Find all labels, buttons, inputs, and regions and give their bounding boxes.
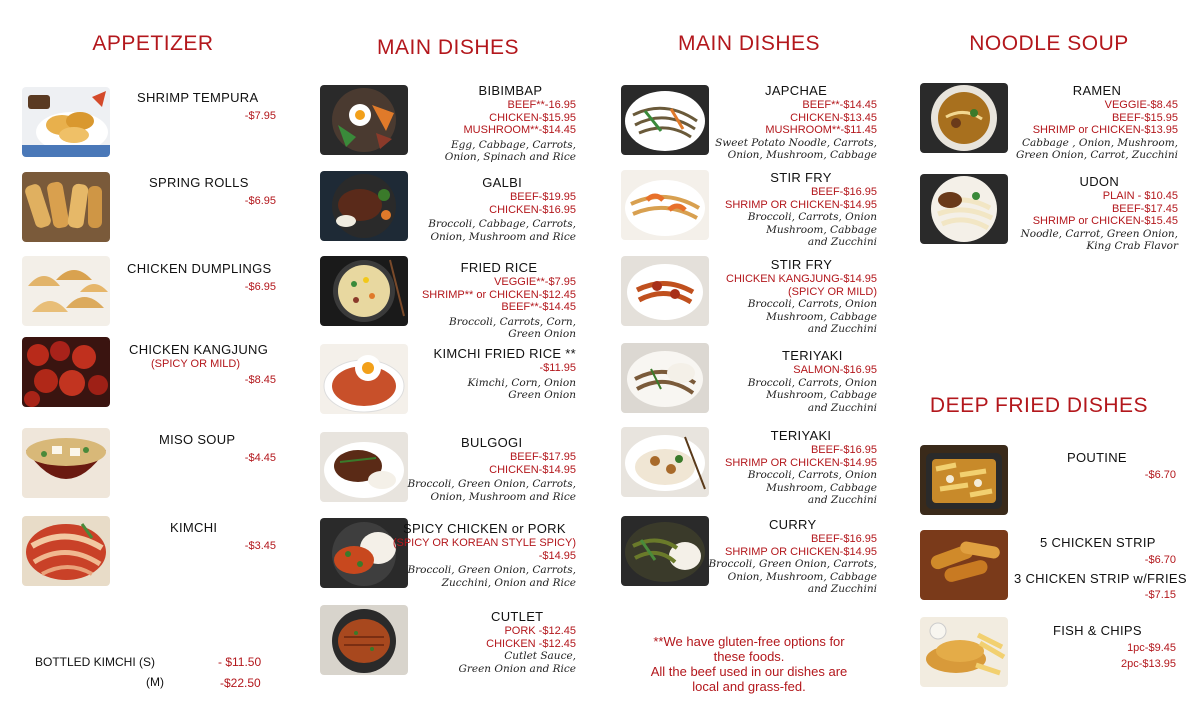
- item-description: and Zucchini: [807, 236, 877, 249]
- fish-and-chips-photo: [920, 617, 1008, 687]
- item-price: VEGGIE-$8.45: [1104, 99, 1178, 112]
- item-price: -$8.45: [244, 374, 276, 386]
- main-dishes-column-2: [621, 0, 877, 728]
- item-description: Onion, Spinach and Rice: [444, 151, 576, 164]
- item-description: Kimchi, Corn, Onion: [467, 376, 576, 389]
- bulgogi-details: [407, 437, 576, 503]
- item-price: -$14.95: [538, 549, 576, 562]
- menu-item: [920, 530, 1187, 601]
- menu-item: [621, 427, 877, 507]
- item-name: KIMCHI FRIED RICE **: [433, 346, 576, 361]
- item-price: SHRIMP OR CHICKEN-$14.95: [724, 545, 877, 558]
- item-description: Egg, Cabbage, Carrots,: [451, 138, 576, 151]
- item-price: -$3.45: [244, 540, 276, 552]
- note-line: local and grass-fed.: [692, 679, 806, 694]
- chicken-strip-photo: [920, 530, 1008, 600]
- item-description: Broccoli, Green Onion, Carrots,: [407, 564, 576, 577]
- kimchi-photo: [22, 516, 110, 586]
- menu-item: [320, 256, 576, 340]
- item-name: SPICY CHICKEN or PORK: [402, 521, 566, 536]
- note-line: **We have gluten-free options for: [653, 634, 845, 649]
- item-name: STIR FRY: [770, 170, 832, 185]
- item-name: TERIYAKI: [782, 348, 843, 363]
- item-price: SALMON-$16.95: [793, 364, 877, 377]
- item-price: SHRIMP OR CHICKEN-$14.95: [724, 456, 877, 469]
- item-name: JAPCHAE: [765, 83, 828, 98]
- menu-item: [22, 428, 284, 498]
- item-price: BEEF-$19.95: [509, 191, 576, 204]
- item-name: KIMCHI: [170, 520, 218, 535]
- item-description: Broccoli, Carrots, Onion: [747, 298, 877, 311]
- item-price: SHRIMP** or CHICKEN-$12.45: [421, 288, 576, 301]
- menu-item: [22, 256, 284, 326]
- menu-item: [320, 432, 576, 508]
- item-description: Broccoli, Carrots, Corn,: [449, 315, 576, 328]
- spring-rolls-photo: [22, 172, 110, 242]
- main-dishes-title: MAIN DISHES: [376, 36, 520, 59]
- item-price: -$11.95: [539, 362, 576, 375]
- galbi-details: [428, 177, 576, 243]
- item-description: and Zucchini: [807, 494, 877, 507]
- menu-item: [22, 337, 284, 407]
- item-description: Broccoli, Carrots, Onion: [747, 211, 877, 224]
- item-description: Mushroom, Cabbage: [766, 310, 877, 323]
- item-price: CHICKEN-$14.95: [489, 463, 576, 476]
- item-price: -$7.95: [244, 110, 276, 122]
- main-dishes-column-1: [320, 0, 576, 728]
- menu-item: [920, 83, 1178, 167]
- kimchi-fried-rice-photo: [320, 344, 408, 414]
- menu-item: [22, 172, 284, 242]
- menu-item: [621, 85, 877, 165]
- menu-item: [621, 170, 877, 254]
- item-price: -$7.15: [1144, 589, 1176, 601]
- item-name: 3 CHICKEN STRIP w/FRIES: [1014, 571, 1187, 586]
- menu-item: [320, 518, 576, 594]
- bibimbap-photo: [320, 85, 408, 155]
- item-price: CHICKEN KANGJUNG-$14.95: [726, 273, 877, 286]
- item-price: -$6.70: [1144, 469, 1176, 481]
- main-dishes-title: MAIN DISHES: [677, 32, 821, 55]
- item-price: SHRIMP OR CHICKEN-$14.95: [724, 198, 877, 211]
- gluten-free-note: [621, 634, 877, 694]
- teriyaki-salmon-photo: [621, 343, 709, 413]
- item-description: Green Onion, Carrot, Zucchini: [1015, 149, 1178, 162]
- item-name: TERIYAKI: [770, 428, 832, 443]
- teriyaki-details: [725, 430, 877, 506]
- stir-fry-details: [725, 172, 877, 248]
- bibimbap-details: [445, 85, 576, 163]
- item-description: and Zucchini: [807, 401, 877, 414]
- udon-details: [1021, 176, 1178, 252]
- item-price: 2pc-$13.95: [1120, 658, 1176, 670]
- item-name: 5 CHICKEN STRIP: [1040, 535, 1156, 550]
- item-name: UDON: [1079, 174, 1120, 189]
- item-spice-note: (SPICY OR MILD): [151, 358, 241, 370]
- menu-item: [621, 256, 877, 340]
- chicken-dumplings-photo: [22, 256, 110, 326]
- item-description: Onion, Mushroom, Cabbage: [727, 570, 877, 583]
- menu-item: [22, 516, 284, 586]
- noodle-soup-column: [920, 0, 1187, 728]
- item-description: Onion, Mushroom and Rice: [430, 490, 576, 503]
- item-name: RAMEN: [1072, 83, 1122, 98]
- curry-details: [708, 519, 877, 595]
- item-name: FRIED RICE: [460, 260, 538, 275]
- item-name: BIBIMBAP: [478, 83, 543, 98]
- menu-item: [320, 85, 576, 165]
- item-description: Mushroom, Cabbage: [766, 481, 877, 494]
- spicy-chicken-pork-details: [393, 523, 576, 589]
- item-price: 1pc-$9.45: [1127, 642, 1176, 654]
- udon-photo: [920, 174, 1008, 244]
- item-description: and Zucchini: [807, 583, 877, 596]
- item-name: CHICKEN DUMPLINGS: [127, 261, 272, 276]
- item-spice-note: (SPICY OR MILD): [787, 285, 877, 298]
- menu-item: [621, 516, 877, 596]
- bottled-kimchi-price-small: - $11.50: [218, 655, 262, 669]
- item-name: STIR FRY: [770, 257, 833, 272]
- item-price: MUSHROOM**-$11.45: [765, 124, 877, 137]
- item-name: CUTLET: [491, 609, 544, 624]
- item-description: Broccoli, Green Onion, Carrots,: [708, 558, 877, 571]
- item-price: BEEF-$16.95: [810, 533, 877, 546]
- item-price: BEEF-$17.95: [509, 451, 576, 464]
- item-description: Broccoli, Green Onion, Carrots,: [407, 478, 576, 491]
- noodle-soup-title: NOODLE SOUP: [969, 32, 1129, 55]
- teriyaki-salmon-details: [748, 350, 877, 414]
- cutlet-details: [458, 611, 576, 675]
- note-line: these foods.: [713, 649, 785, 664]
- item-price: VEGGIE**-$7.95: [494, 276, 576, 289]
- item-price: SHRIMP or CHICKEN-$15.45: [1032, 215, 1178, 228]
- item-name: POUTINE: [1067, 450, 1127, 465]
- item-name: CURRY: [768, 517, 817, 532]
- ramen-details: [1016, 85, 1178, 161]
- item-description: King Crab Flavor: [1086, 240, 1178, 253]
- galbi-photo: [320, 171, 408, 241]
- item-name: GALBI: [482, 175, 523, 190]
- item-price: PORK -$12.45: [504, 625, 576, 638]
- stir-fry-photo: [621, 170, 709, 240]
- item-price: BEEF-$16.95: [810, 444, 877, 457]
- teriyaki-photo: [621, 427, 709, 497]
- item-description: Green Onion: [508, 328, 576, 341]
- note-line: All the beef used in our dishes are: [650, 664, 848, 679]
- shrimp-tempura-photo: [22, 87, 110, 157]
- fried-rice-details: [422, 262, 576, 340]
- menu-item: [320, 171, 576, 247]
- item-name: SPRING ROLLS: [149, 175, 249, 190]
- item-name: FISH & CHIPS: [1053, 623, 1142, 638]
- item-price: BEEF**-16.95: [507, 99, 576, 112]
- ramen-photo: [920, 83, 1008, 153]
- item-price: CHICKEN-$13.45: [790, 111, 877, 124]
- item-description: Cabbage , Onion, Mushroom,: [1021, 136, 1178, 149]
- item-price: PLAIN - $10.45: [1102, 190, 1178, 203]
- kimchi-fried-rice-details: [433, 348, 576, 402]
- item-description: Mushroom, Cabbage: [766, 223, 877, 236]
- item-price: -$4.45: [244, 452, 276, 464]
- item-price: BEEF-$16.95: [810, 186, 877, 199]
- item-price: -$6.95: [244, 281, 276, 293]
- item-description: Mushroom, Cabbage: [766, 389, 877, 402]
- cutlet-photo: [320, 605, 408, 675]
- item-price: BEEF**-$14.45: [501, 301, 576, 314]
- item-description: Onion, Mushroom and Rice: [430, 230, 576, 243]
- item-description: Green Onion and Rice: [458, 662, 576, 675]
- item-price: CHICKEN-$16.95: [489, 203, 576, 216]
- item-price: BEEF-$17.45: [1111, 202, 1178, 215]
- menu-item: [320, 344, 576, 416]
- item-price: CHICKEN-$15.95: [489, 111, 576, 124]
- bottled-kimchi-size-medium: (M): [146, 675, 164, 689]
- appetizer-title: APPETIZER: [92, 32, 214, 55]
- japchae-photo: [621, 85, 709, 155]
- menu-item: [920, 445, 1178, 515]
- fried-rice-photo: [320, 256, 408, 326]
- item-price: SHRIMP or CHICKEN-$13.95: [1032, 124, 1178, 137]
- curry-photo: [621, 516, 709, 586]
- menu-item: [920, 617, 1178, 687]
- item-price: BEEF-$15.95: [1111, 111, 1178, 124]
- item-description: Broccoli, Carrots, Onion: [747, 376, 877, 389]
- item-description: Broccoli, Cabbage, Carrots,: [428, 218, 576, 231]
- menu-item: [621, 343, 877, 419]
- item-price: -$6.95: [244, 195, 276, 207]
- item-name: SHRIMP TEMPURA: [137, 90, 259, 105]
- stir-fry-kangjung-photo: [621, 256, 709, 326]
- item-description: Cutlet Sauce,: [504, 650, 576, 663]
- item-price: MUSHROOM**-$14.45: [463, 124, 576, 137]
- japchae-details: [715, 85, 877, 161]
- item-description: Noodle, Carrot, Green Onion,: [1020, 227, 1178, 240]
- menu-item: [22, 87, 284, 157]
- item-price: -$6.70: [1144, 554, 1176, 566]
- bottled-kimchi-price-medium: -$22.50: [220, 676, 261, 690]
- item-description: Onion, Mushroom, Cabbage: [727, 149, 877, 162]
- item-description: Zucchini, Onion and Rice: [441, 576, 576, 589]
- menu-item: [320, 605, 576, 681]
- item-price: BEEF**-$14.45: [802, 99, 877, 112]
- bulgogi-photo: [320, 432, 408, 502]
- item-name: CHICKEN KANGJUNG: [129, 342, 269, 357]
- item-description: Sweet Potato Noodle, Carrots,: [715, 136, 877, 149]
- item-name: MISO SOUP: [159, 432, 236, 447]
- menu-item: [920, 174, 1178, 258]
- chicken-kangjung-photo: [22, 337, 110, 407]
- miso-soup-photo: [22, 428, 110, 498]
- item-description: Broccoli, Carrots, Onion: [747, 469, 877, 482]
- bottled-kimchi-name: BOTTLED KIMCHI (S): [35, 655, 156, 669]
- item-name: BULGOGI: [461, 435, 523, 450]
- stir-fry-kangjung-details: [726, 259, 877, 335]
- deep-fried-title: DEEP FRIED DISHES: [929, 394, 1149, 417]
- item-spice-note: (SPICY OR KOREAN STYLE SPICY): [392, 537, 576, 550]
- item-price: CHICKEN -$12.45: [486, 637, 576, 650]
- appetizer-column: [22, 0, 284, 728]
- item-description: Green Onion: [508, 389, 576, 402]
- item-description: and Zucchini: [807, 323, 877, 336]
- poutine-photo: [920, 445, 1008, 515]
